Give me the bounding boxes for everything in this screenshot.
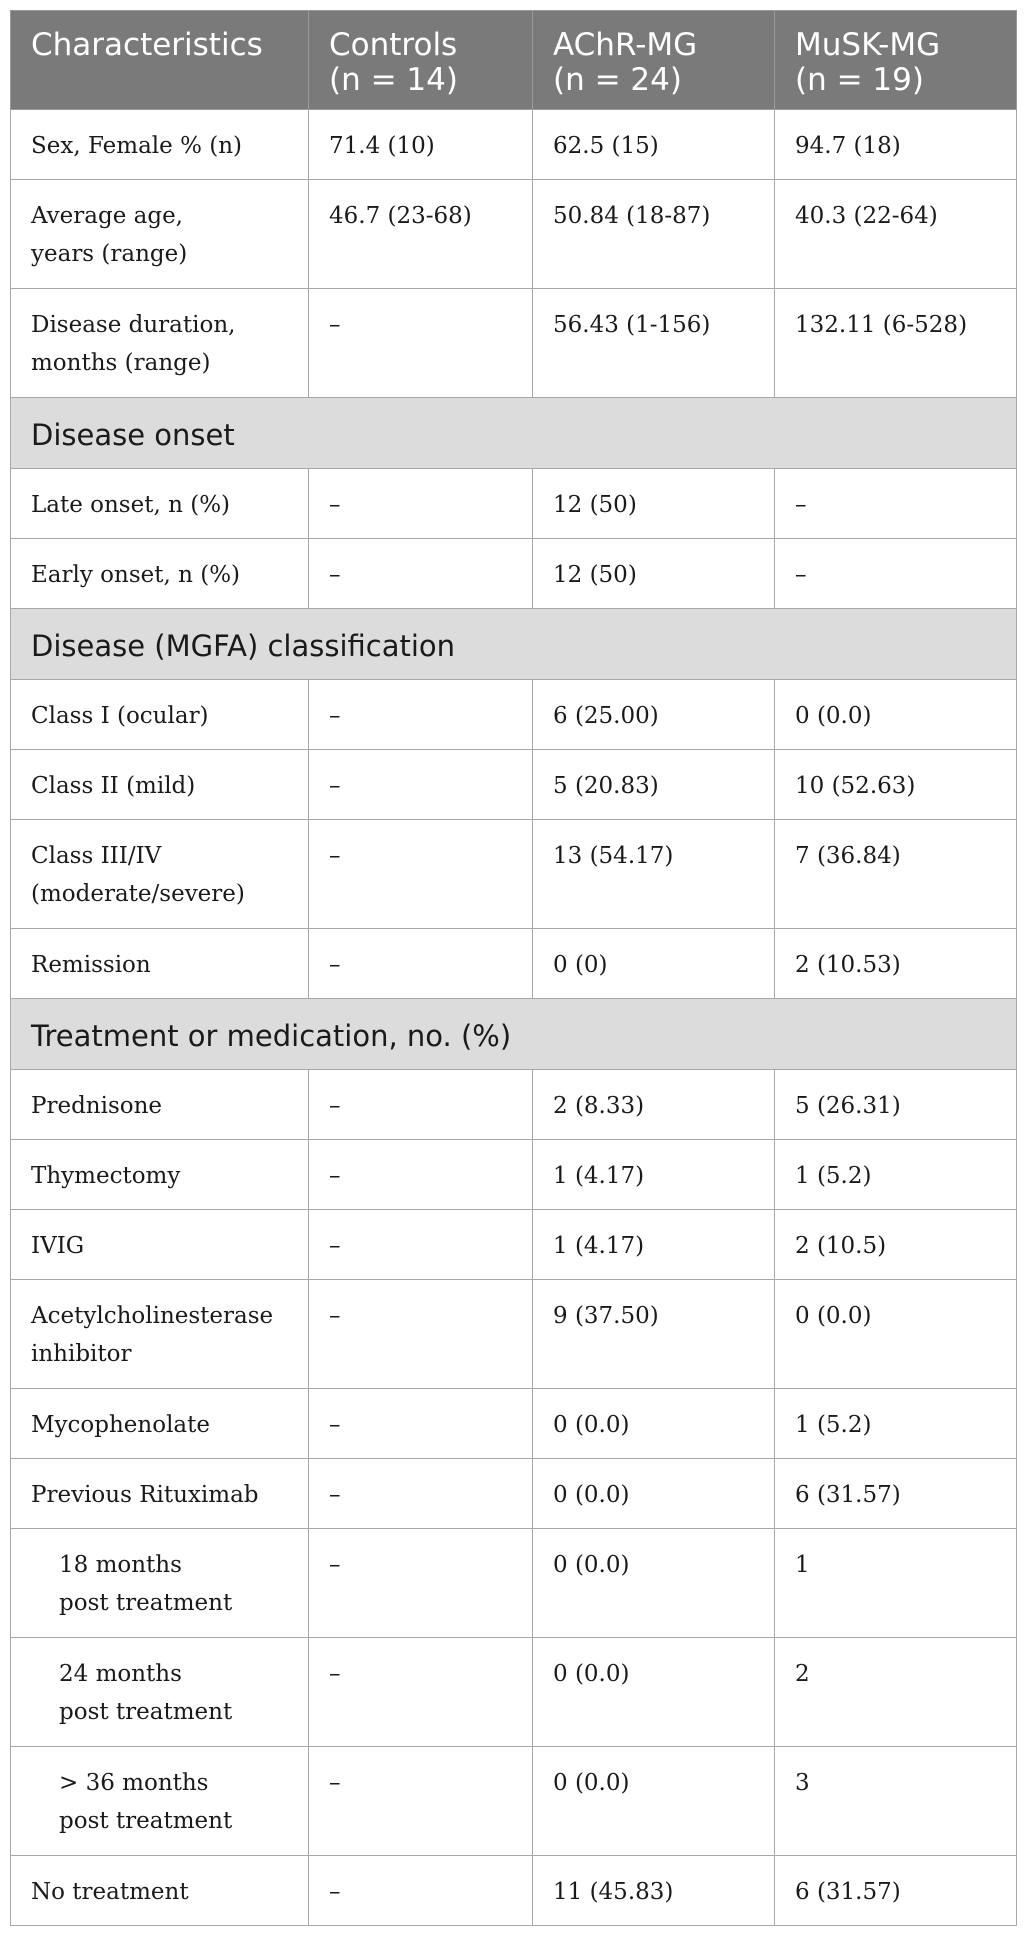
table-row xyxy=(11,820,1017,929)
characteristic-cell: Sex, Female % (n) xyxy=(11,110,309,180)
table-row xyxy=(11,1070,1017,1140)
characteristic-cell: Remission xyxy=(11,929,309,999)
achr-mg-cell: 0 (0.0) xyxy=(533,1459,775,1529)
section-row xyxy=(11,398,1017,469)
section-heading: Disease (MGFA) classification xyxy=(11,609,1017,680)
characteristic-cell: Early onset, n (%) xyxy=(11,539,309,609)
controls-cell: – xyxy=(309,1140,533,1210)
characteristic-cell: Late onset, n (%) xyxy=(11,469,309,539)
table-row xyxy=(11,110,1017,180)
characteristic-cell: Class II (mild) xyxy=(11,750,309,820)
characteristic-cell: IVIG xyxy=(11,1210,309,1280)
header-row xyxy=(11,11,1017,110)
header-controls: Controls (n = 14) xyxy=(309,11,533,110)
controls-cell: – xyxy=(309,820,533,929)
musk-mg-cell: 1 (5.2) xyxy=(775,1140,1017,1210)
controls-cell: – xyxy=(309,469,533,539)
achr-mg-cell: 0 (0) xyxy=(533,929,775,999)
musk-mg-cell: 1 xyxy=(775,1529,1017,1638)
table-row xyxy=(11,1459,1017,1529)
table-row xyxy=(11,1280,1017,1389)
achr-mg-cell: 12 (50) xyxy=(533,539,775,609)
characteristic-cell: > 36 months post treatment xyxy=(11,1747,309,1856)
controls-cell: – xyxy=(309,1070,533,1140)
achr-mg-cell: 6 (25.00) xyxy=(533,680,775,750)
characteristic-cell: Thymectomy xyxy=(11,1140,309,1210)
achr-mg-cell: 56.43 (1-156) xyxy=(533,289,775,398)
table-row xyxy=(11,1856,1017,1926)
characteristic-cell: 18 months post treatment xyxy=(11,1529,309,1638)
controls-cell: – xyxy=(309,289,533,398)
achr-mg-cell: 1 (4.17) xyxy=(533,1140,775,1210)
controls-cell: – xyxy=(309,929,533,999)
musk-mg-cell: – xyxy=(775,539,1017,609)
table-row xyxy=(11,1210,1017,1280)
table-row xyxy=(11,1389,1017,1459)
achr-mg-cell: 0 (0.0) xyxy=(533,1638,775,1747)
achr-mg-cell: 13 (54.17) xyxy=(533,820,775,929)
musk-mg-cell: 2 (10.53) xyxy=(775,929,1017,999)
musk-mg-cell: 6 (31.57) xyxy=(775,1459,1017,1529)
characteristic-cell: Mycophenolate xyxy=(11,1389,309,1459)
table-row xyxy=(11,750,1017,820)
controls-cell: – xyxy=(309,1856,533,1926)
achr-mg-cell: 0 (0.0) xyxy=(533,1529,775,1638)
controls-cell: – xyxy=(309,1210,533,1280)
controls-cell: – xyxy=(309,1389,533,1459)
characteristic-cell: Acetylcholinesterase inhibitor xyxy=(11,1280,309,1389)
musk-mg-cell: 2 xyxy=(775,1638,1017,1747)
characteristic-cell: Prednisone xyxy=(11,1070,309,1140)
controls-cell: – xyxy=(309,1459,533,1529)
controls-cell: 71.4 (10) xyxy=(309,110,533,180)
controls-cell: – xyxy=(309,1280,533,1389)
musk-mg-cell: 1 (5.2) xyxy=(775,1389,1017,1459)
achr-mg-cell: 0 (0.0) xyxy=(533,1747,775,1856)
section-row xyxy=(11,999,1017,1070)
header-achr-mg: AChR-MG (n = 24) xyxy=(533,11,775,110)
characteristic-cell: No treatment xyxy=(11,1856,309,1926)
achr-mg-cell: 2 (8.33) xyxy=(533,1070,775,1140)
table-row xyxy=(11,289,1017,398)
musk-mg-cell: 3 xyxy=(775,1747,1017,1856)
table-row xyxy=(11,929,1017,999)
controls-cell: – xyxy=(309,680,533,750)
characteristic-cell: Average age, years (range) xyxy=(11,180,309,289)
characteristic-cell: Class I (ocular) xyxy=(11,680,309,750)
controls-cell: – xyxy=(309,1638,533,1747)
musk-mg-cell: 94.7 (18) xyxy=(775,110,1017,180)
characteristic-cell: 24 months post treatment xyxy=(11,1638,309,1747)
achr-mg-cell: 62.5 (15) xyxy=(533,110,775,180)
section-heading: Disease onset xyxy=(11,398,1017,469)
table-row xyxy=(11,1529,1017,1638)
table-row xyxy=(11,680,1017,750)
musk-mg-cell: 2 (10.5) xyxy=(775,1210,1017,1280)
musk-mg-cell: – xyxy=(775,469,1017,539)
musk-mg-cell: 132.11 (6-528) xyxy=(775,289,1017,398)
musk-mg-cell: 6 (31.57) xyxy=(775,1856,1017,1926)
table-header xyxy=(11,11,1017,110)
musk-mg-cell: 40.3 (22-64) xyxy=(775,180,1017,289)
table-row xyxy=(11,180,1017,289)
achr-mg-cell: 1 (4.17) xyxy=(533,1210,775,1280)
section-row xyxy=(11,609,1017,680)
characteristics-table xyxy=(10,10,1017,1926)
musk-mg-cell: 5 (26.31) xyxy=(775,1070,1017,1140)
characteristic-cell: Class III/IV (moderate/severe) xyxy=(11,820,309,929)
table-row xyxy=(11,1140,1017,1210)
characteristic-cell: Previous Rituximab xyxy=(11,1459,309,1529)
table-row xyxy=(11,1638,1017,1747)
section-heading: Treatment or medication, no. (%) xyxy=(11,999,1017,1070)
table-row xyxy=(11,539,1017,609)
achr-mg-cell: 0 (0.0) xyxy=(533,1389,775,1459)
characteristic-cell: Disease duration, months (range) xyxy=(11,289,309,398)
musk-mg-cell: 10 (52.63) xyxy=(775,750,1017,820)
controls-cell: – xyxy=(309,750,533,820)
table-row xyxy=(11,1747,1017,1856)
table-body xyxy=(11,110,1017,1926)
musk-mg-cell: 0 (0.0) xyxy=(775,1280,1017,1389)
header-characteristics: Characteristics xyxy=(11,11,309,110)
achr-mg-cell: 9 (37.50) xyxy=(533,1280,775,1389)
achr-mg-cell: 50.84 (18-87) xyxy=(533,180,775,289)
musk-mg-cell: 7 (36.84) xyxy=(775,820,1017,929)
controls-cell: 46.7 (23-68) xyxy=(309,180,533,289)
controls-cell: – xyxy=(309,1529,533,1638)
achr-mg-cell: 11 (45.83) xyxy=(533,1856,775,1926)
controls-cell: – xyxy=(309,1747,533,1856)
header-musk-mg: MuSK-MG (n = 19) xyxy=(775,11,1017,110)
controls-cell: – xyxy=(309,539,533,609)
achr-mg-cell: 5 (20.83) xyxy=(533,750,775,820)
musk-mg-cell: 0 (0.0) xyxy=(775,680,1017,750)
table-row xyxy=(11,469,1017,539)
achr-mg-cell: 12 (50) xyxy=(533,469,775,539)
